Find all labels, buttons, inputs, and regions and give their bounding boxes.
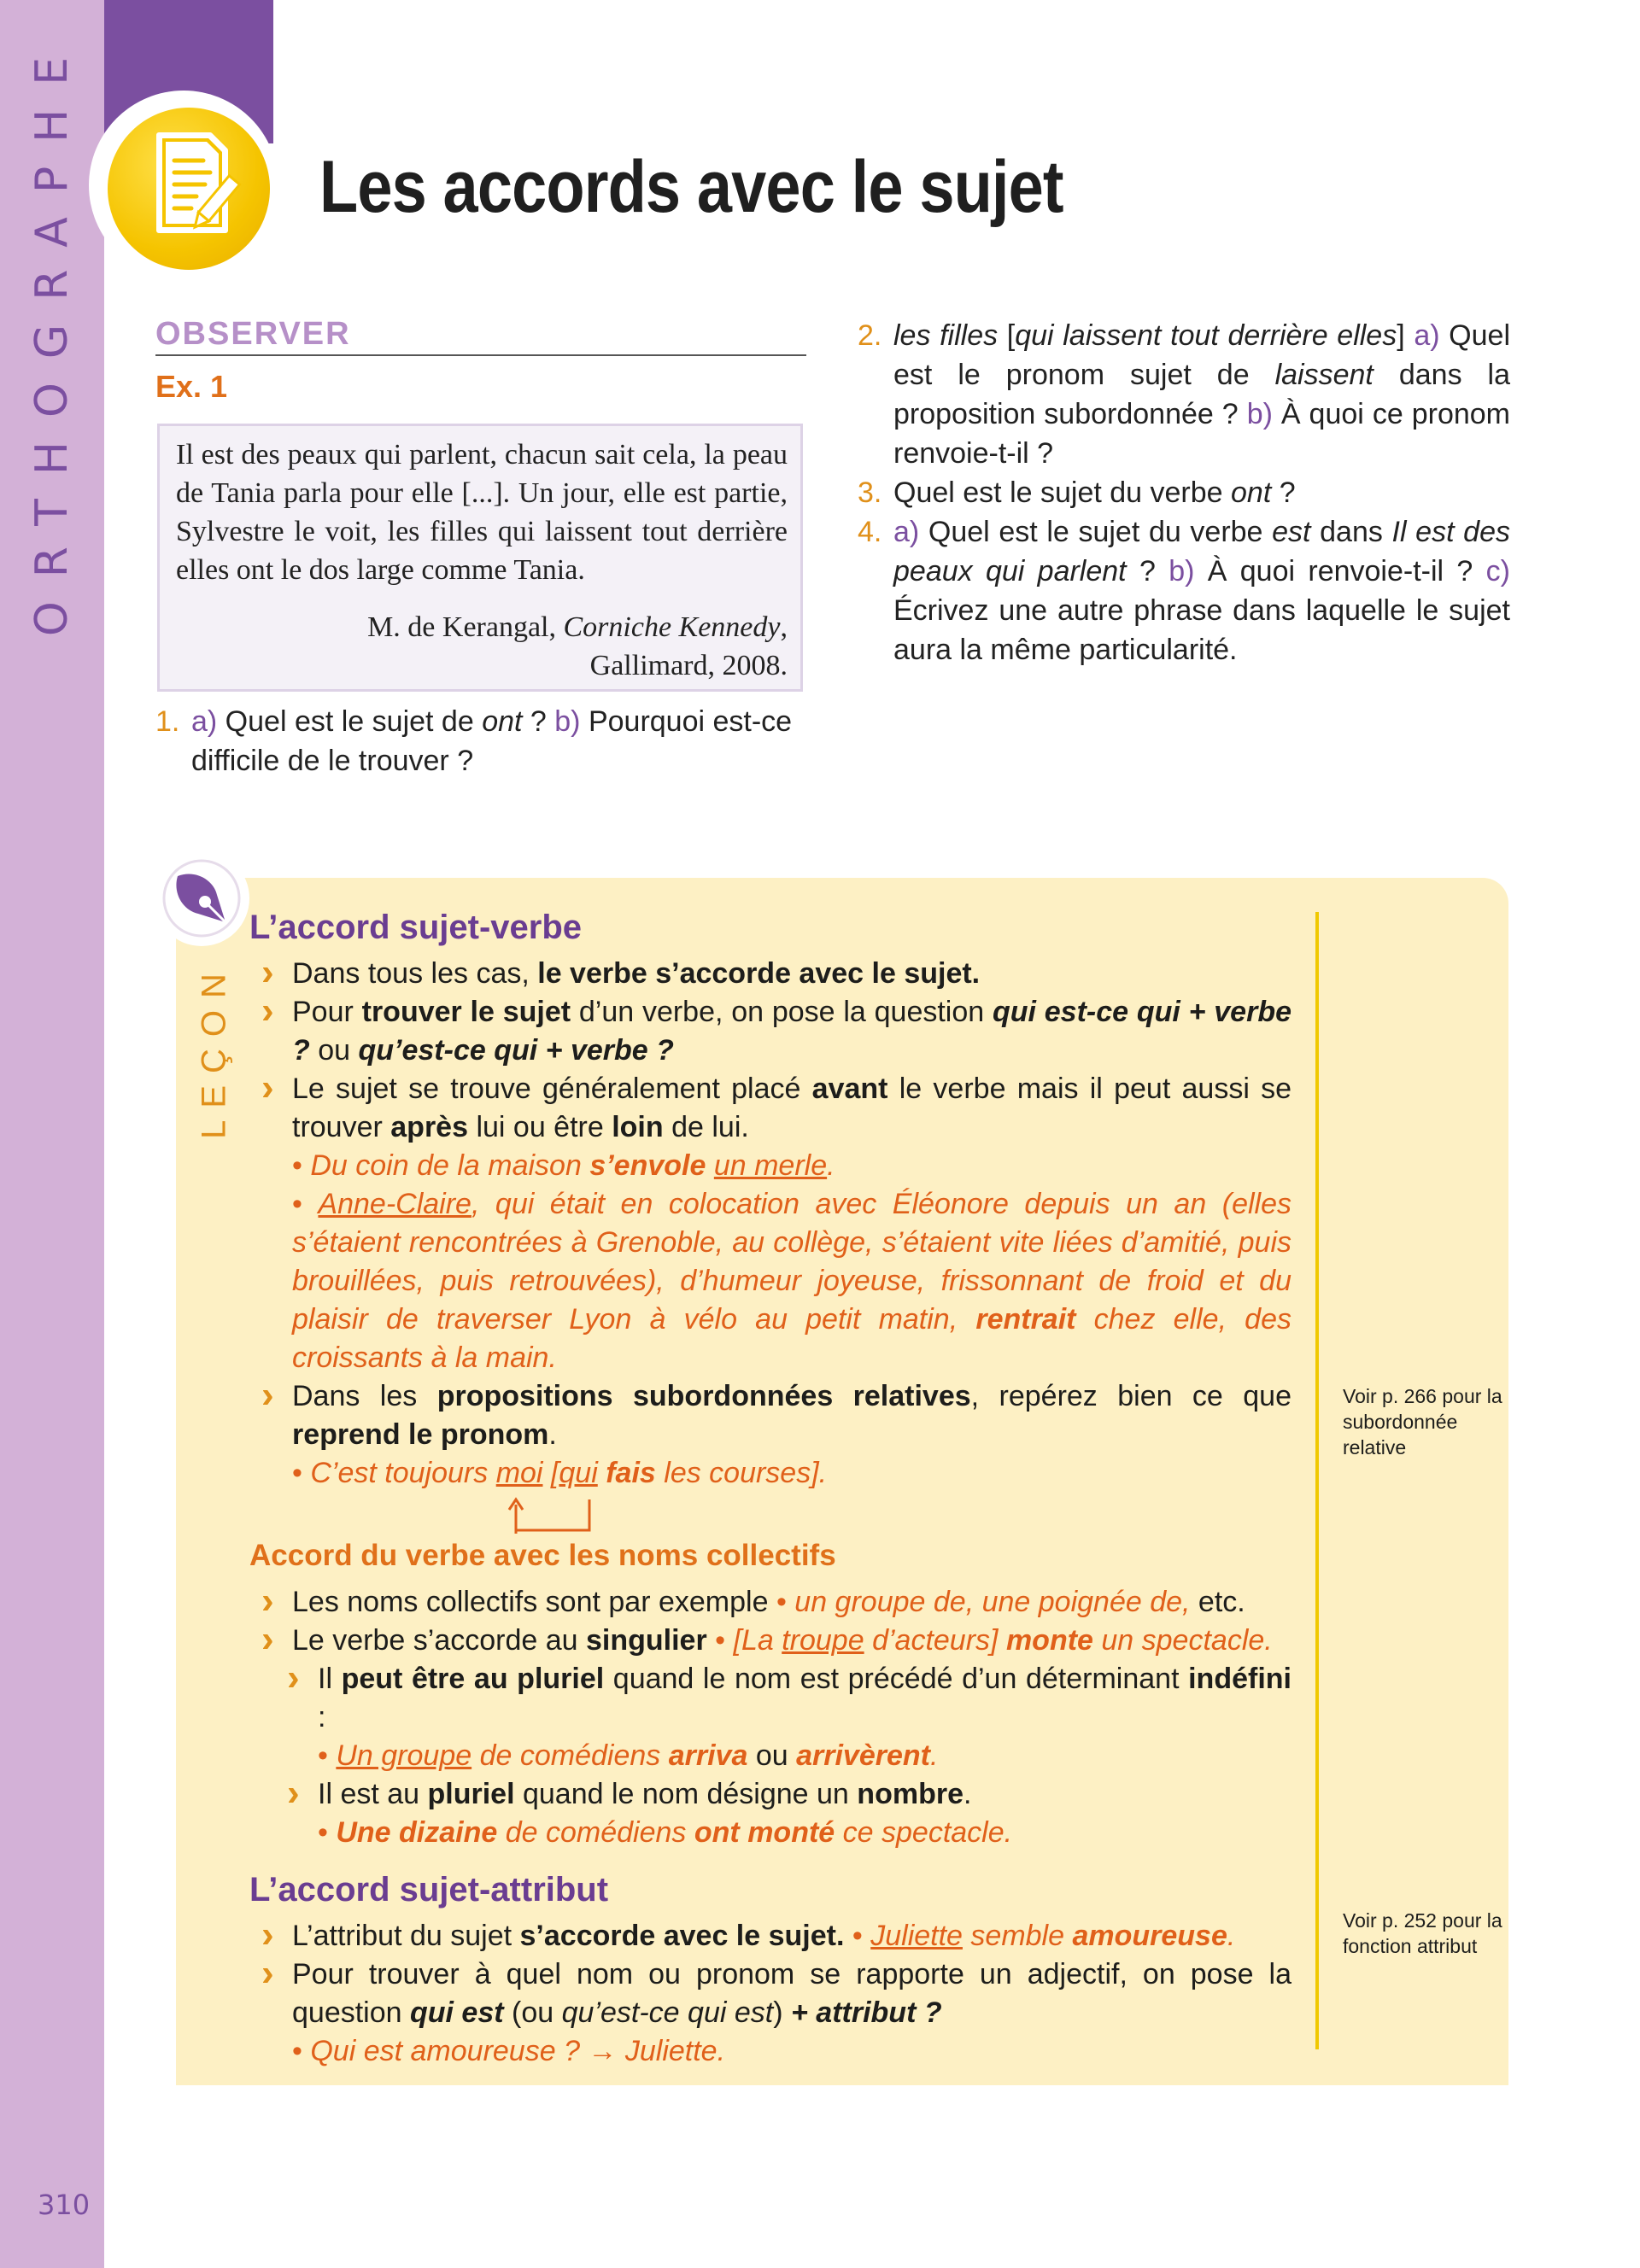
- chevron-right-icon: ›: [261, 1952, 274, 1994]
- text-run: Pour: [292, 996, 362, 1028]
- bullet-icon: •: [292, 1188, 319, 1220]
- text-run: a): [191, 705, 218, 738]
- text-run: ont monté: [694, 1816, 835, 1849]
- text-run: troupe: [782, 1624, 864, 1657]
- bullet-icon: •: [318, 1739, 337, 1772]
- text-run: ?: [1271, 476, 1296, 509]
- page-title: Les accords avec le sujet: [319, 146, 1063, 228]
- text-run: nombre: [857, 1778, 964, 1810]
- text-run: Les noms collectifs sont par exemple: [292, 1586, 776, 1618]
- text-run: quand le nom désigne un: [514, 1778, 858, 1810]
- text-run: de comédiens: [472, 1739, 669, 1772]
- lesson-rule-item: [249, 1374, 1292, 1454]
- lesson-example: [249, 1185, 1292, 1377]
- text-run: À quoi ce pronom renvoie-t-il ?: [893, 398, 1510, 470]
- text-run: Qui est amoureuse ? → Juliette.: [310, 2035, 726, 2067]
- text-run: indéfini: [1188, 1663, 1292, 1695]
- text-run: d’acteurs]: [864, 1624, 1006, 1657]
- text-run: Il: [318, 1663, 342, 1695]
- question-item: [858, 473, 1510, 512]
- text-run: •: [776, 1586, 795, 1618]
- question-item: [858, 512, 1510, 669]
- lesson-rule-item: [249, 1618, 1292, 1660]
- text-run: amoureuse: [1072, 1920, 1227, 1952]
- text-run: chez elle, des croissants à la main.: [292, 1303, 1292, 1374]
- text-run: d’un verbe, on pose la question: [571, 996, 993, 1028]
- text-run: s’accorde avec le sujet.: [519, 1920, 845, 1952]
- text-run: b): [1246, 398, 1273, 430]
- text-run: loin: [612, 1111, 664, 1143]
- text-run: trouver le sujet: [361, 996, 571, 1028]
- lesson-rule-item: [249, 1657, 1292, 1737]
- text-run: À quoi renvoie-t-il ?: [1194, 555, 1486, 587]
- question-list-left: [155, 702, 806, 780]
- text-run: :: [318, 1701, 326, 1733]
- chevron-right-icon: ›: [261, 951, 274, 993]
- bullet-icon: •: [292, 1457, 311, 1489]
- text-run: , repérez bien ce que: [970, 1380, 1292, 1412]
- text-run: fais: [606, 1457, 656, 1489]
- text-run: .: [929, 1739, 939, 1772]
- chevron-right-icon: ›: [261, 1618, 274, 1660]
- text-run: qui laissent tout derrière elles: [1015, 319, 1397, 352]
- text-run: quand le nom est précédé d’un déterminant: [604, 1663, 1189, 1695]
- text-run: singulier: [585, 1624, 707, 1657]
- text-run: Un groupe: [336, 1739, 472, 1772]
- lesson-rule-item: [249, 990, 1292, 1070]
- lesson-rule-item: [249, 1914, 1292, 1955]
- text-run: arrivèrent: [796, 1739, 930, 1772]
- chevron-right-icon: ›: [287, 1657, 300, 1698]
- text-run: [844, 1920, 852, 1952]
- text-run: un groupe de, une poignée de,: [794, 1586, 1191, 1618]
- text-run: le verbe s’accorde avec le sujet.: [537, 957, 981, 990]
- lesson-label: LEÇON: [195, 962, 233, 1139]
- text-run: dans: [1310, 516, 1392, 548]
- quote-source: M. de Kerangal, Corniche Kennedy, Gallimard, 2008.: [367, 611, 788, 681]
- text-run: ont: [1231, 476, 1272, 509]
- text-run: Il est des peaux qui parlent: [893, 516, 1510, 587]
- chevron-right-icon: ›: [261, 1374, 274, 1416]
- text-run: monte: [1005, 1624, 1093, 1657]
- text-run: dans la proposition subordonnée ?: [893, 359, 1511, 430]
- text-run: peut être au pluriel: [341, 1663, 605, 1695]
- text-run: , qui était en colocation avec Éléonore depuis un an (elles s’étaient rencontrées à Grenoble, au collège, s’étaient vite liées d’amitié, puis brouillées, puis retrouvées), d’humeur joyeuse, frissonnant de froid et du plaisir de traverser Lyon à vélo au petit matin,: [292, 1188, 1292, 1336]
- text-run: qu’est-ce qui + verbe ?: [358, 1034, 674, 1067]
- text-run: Pour trouver à quel nom ou pronom se rapporte un adjectif, on pose la question: [292, 1958, 1292, 2029]
- text-run: un spectacle.: [1092, 1624, 1273, 1657]
- chevron-right-icon: ›: [261, 1067, 274, 1108]
- text-run: •: [715, 1624, 734, 1657]
- question-number: 4.: [858, 516, 882, 548]
- lesson-content: [249, 907, 1292, 2071]
- text-run: ?: [522, 705, 555, 738]
- text-run: [: [998, 319, 1016, 352]
- chevron-right-icon: ›: [261, 990, 274, 1032]
- lesson-rule-item: [249, 951, 1292, 993]
- text-run: avant: [811, 1073, 888, 1105]
- text-run: moi: [495, 1457, 543, 1489]
- text-run: de lui.: [663, 1111, 749, 1143]
- text-run: [707, 1624, 715, 1657]
- text-run: les filles: [893, 319, 999, 352]
- text-run: Quel est le sujet du verbe: [893, 476, 1232, 509]
- text-run: •: [852, 1920, 871, 1952]
- lesson-rule-item: [249, 1772, 1292, 1814]
- text-run: L’attribut du sujet: [292, 1920, 520, 1952]
- text-run: Quel est le pronom sujet de: [893, 319, 1511, 391]
- text-run: ): [773, 1996, 791, 2029]
- text-run: qu’est-ce qui est: [561, 1996, 774, 2029]
- question-number: 3.: [858, 476, 882, 509]
- text-run: ]: [1397, 319, 1414, 352]
- question-number: 1.: [155, 705, 180, 738]
- text-run: Pourquoi est-ce difficile de le trouver ?: [191, 705, 793, 777]
- text-run: [: [542, 1457, 559, 1489]
- bullet-icon: •: [318, 1816, 337, 1849]
- text-run: etc.: [1190, 1586, 1245, 1618]
- text-run: propositions subordonnées relatives: [436, 1380, 971, 1412]
- bullet-icon: •: [292, 1149, 311, 1182]
- chevron-right-icon: ›: [287, 1772, 300, 1814]
- question-item: [858, 316, 1510, 473]
- fountain-pen-icon: [161, 857, 243, 939]
- quote-text: Il est des peaux qui parlent, chacun sait cela, la peau de Tania parla pour elle [...]. Un jour, elle est partie, Sylvestre le voit, les filles qui laissent tout derrière elles ont le dos large comme Tania.: [176, 439, 788, 586]
- text-run: Dans les: [292, 1380, 437, 1412]
- text-run: le verbe mais il peut aussi se trouver: [292, 1073, 1292, 1143]
- text-run: ?: [1126, 555, 1169, 587]
- text-run: Quel est le sujet de: [217, 705, 483, 738]
- question-list-right: [858, 316, 1510, 669]
- text-run: ou: [309, 1034, 359, 1067]
- text-run: .: [827, 1149, 835, 1182]
- text-run: Quel est le sujet du verbe: [919, 516, 1273, 548]
- text-run: Dans tous les cas,: [292, 957, 538, 990]
- lesson-example: [249, 1454, 1292, 1493]
- section-label: ORTHOGRAPHE: [26, 32, 78, 637]
- text-run: lui ou être: [468, 1111, 612, 1143]
- text-run: rentrait: [975, 1303, 1076, 1336]
- lesson-example: [249, 1737, 1292, 1775]
- lesson-example: [249, 1147, 1292, 1185]
- text-run: Écrivez une autre phrase dans laquelle le sujet aura la même particularité.: [893, 594, 1510, 666]
- text-run: qui est: [410, 1996, 504, 2029]
- document-pencil-icon: [144, 128, 244, 239]
- text-run: b): [554, 705, 581, 738]
- lesson-margin-rule: [1315, 912, 1319, 2049]
- text-run: .: [963, 1778, 972, 1810]
- text-run: Le sujet se trouve généralement placé: [292, 1073, 812, 1105]
- text-run: Du coin de la maison: [310, 1149, 590, 1182]
- text-run: c): [1485, 555, 1510, 587]
- lesson-rule-item: [249, 1952, 1292, 2032]
- text-run: b): [1168, 555, 1195, 587]
- text-run: [La: [733, 1624, 782, 1657]
- text-run: est: [1272, 516, 1311, 548]
- lesson-example: [249, 2032, 1292, 2071]
- lesson-example: [249, 1814, 1292, 1852]
- text-run: les courses].: [655, 1457, 828, 1489]
- text-run: (ou: [503, 1996, 562, 2029]
- text-run: Le verbe s’accorde au: [292, 1624, 586, 1657]
- text-run: ce spectacle.: [835, 1816, 1013, 1849]
- observer-heading: OBSERVER: [155, 316, 806, 356]
- text-run: .: [548, 1418, 557, 1451]
- sidenote-relative: Voir p. 266 pour la subordonnée relative: [1343, 1385, 1502, 1458]
- lesson-section-title: L’accord sujet-verbe: [249, 909, 583, 946]
- lesson-section-title: Accord du verbe avec les noms collectifs: [249, 1539, 836, 1572]
- chevron-right-icon: ›: [261, 1914, 274, 1955]
- lesson-rule-item: [249, 1067, 1292, 1147]
- text-run: Anne-Claire: [318, 1188, 472, 1220]
- text-run: a): [893, 516, 920, 548]
- text-run: un merle: [713, 1149, 828, 1182]
- chevron-right-icon: ›: [261, 1580, 274, 1622]
- text-run: C’est toujours: [310, 1457, 496, 1489]
- text-run: Juliette: [870, 1920, 963, 1952]
- bullet-icon: •: [292, 2035, 311, 2067]
- text-run: Il est au: [318, 1778, 428, 1810]
- text-run: .: [1227, 1920, 1236, 1952]
- text-run: Une dizaine: [336, 1816, 498, 1849]
- lesson-rule-item: [249, 1580, 1292, 1622]
- text-run: de comédiens: [497, 1816, 694, 1849]
- text-run: [598, 1457, 606, 1489]
- question-item: [155, 702, 806, 780]
- antecedent-arrow-icon: [504, 1496, 598, 1535]
- text-run: après: [390, 1111, 468, 1143]
- text-run: arriva: [668, 1739, 748, 1772]
- text-run: reprend le pronom: [292, 1418, 549, 1451]
- question-number: 2.: [858, 319, 882, 352]
- text-run: a): [1414, 319, 1440, 352]
- text-run: ont: [482, 705, 523, 738]
- text-run: pluriel: [427, 1778, 515, 1810]
- text-run: s’envole: [589, 1149, 706, 1182]
- text-run: [706, 1149, 713, 1182]
- text-run: semble: [962, 1920, 1073, 1952]
- text-run: qui: [559, 1457, 598, 1489]
- sidenote-attribute: Voir p. 252 pour la fonction attribut: [1343, 1909, 1502, 1957]
- text-run: ou: [747, 1739, 797, 1772]
- page-number: 310: [38, 2189, 91, 2221]
- exercise-label: Ex. 1: [155, 369, 228, 404]
- lesson-section-title: L’accord sujet-attribut: [249, 1871, 609, 1909]
- text-run: + attribut ?: [791, 1996, 942, 2029]
- text-run: laissent: [1274, 359, 1374, 391]
- text-run: qui est-ce qui + verbe ?: [292, 996, 1292, 1067]
